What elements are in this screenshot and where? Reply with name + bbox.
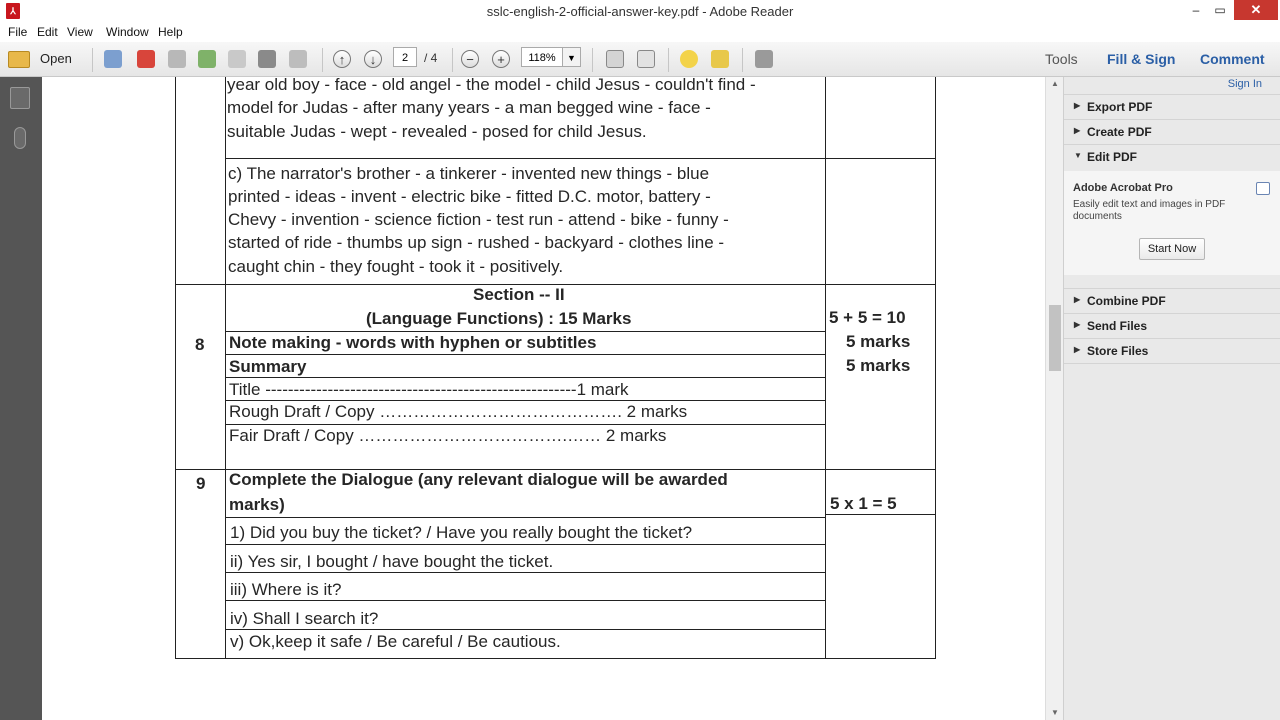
comment-tab[interactable]: Comment <box>1200 51 1265 67</box>
expand-arrow-icon: ▶ <box>1074 126 1081 135</box>
scroll-up-icon[interactable]: ▲ <box>1051 79 1059 88</box>
export-pdf-panel[interactable] <box>1064 94 1280 118</box>
panel-label: Create PDF <box>1087 125 1152 139</box>
previous-page-icon[interactable]: ↑ <box>333 50 351 68</box>
adobe-reader-icon: ⅄ <box>6 3 20 19</box>
expand-arrow-icon: ▶ <box>1074 320 1081 329</box>
combine-pdf-panel[interactable] <box>1064 288 1280 312</box>
edit-pdf-panel[interactable] <box>1064 144 1280 168</box>
store-files-panel[interactable] <box>1064 338 1280 362</box>
table-border <box>225 331 825 332</box>
document-viewer[interactable] <box>42 77 1045 720</box>
dialogue-marks: 5 x 1 = 5 <box>830 494 897 513</box>
dialogue-answer: ii) Yes sir, I bought / have bought the ticket. <box>230 552 554 571</box>
acrobat-icon <box>1256 182 1270 195</box>
summary-marks: 5 marks <box>846 356 911 375</box>
menu-view[interactable]: View <box>67 25 93 39</box>
answer-text-line: caught chin - they fought - took it - positively. <box>228 257 564 276</box>
export-pdf-icon[interactable] <box>137 50 155 68</box>
toolbar <box>0 42 1280 77</box>
pane-divider <box>1064 363 1280 364</box>
question-number: 8 <box>195 335 205 354</box>
toolbar-separator <box>742 48 743 72</box>
answer-text-line: suitable Judas - wept - revealed - posed for child Jesus. <box>227 122 647 141</box>
answer-text-line: year old boy - face - old angel - the model - child Jesus - couldn't find - <box>227 77 756 94</box>
table-border <box>225 517 825 518</box>
panel-label: Export PDF <box>1087 100 1153 114</box>
answer-text-line: Chevy - invention - science fiction - test run - attend - bike - funny - <box>228 210 729 229</box>
table-border <box>225 377 825 378</box>
folder-icon <box>8 51 30 68</box>
title-mark-line: Title -------------------------------------------------------1 mark <box>229 380 629 399</box>
vertical-scrollbar[interactable] <box>1045 77 1064 720</box>
answer-text-line: model for Judas - after many years - a man begged wine - face - <box>227 98 711 117</box>
dialogue-answer: v) Ok,keep it safe / Be careful / Be cautious. <box>230 632 561 651</box>
dialogue-answer: iii) Where is it? <box>230 580 342 599</box>
menu-edit[interactable]: Edit <box>37 25 58 39</box>
panel-label: Combine PDF <box>1087 294 1166 308</box>
acrobat-pro-heading: Adobe Acrobat Pro <box>1073 182 1173 194</box>
panel-label: Edit PDF <box>1087 150 1137 164</box>
toolbar-separator <box>322 48 323 72</box>
menu-file[interactable]: File <box>8 25 28 39</box>
table-border <box>225 424 825 425</box>
upload-icon[interactable] <box>198 50 216 68</box>
page-thumbnails-icon[interactable] <box>10 87 30 109</box>
fit-page-icon[interactable] <box>606 50 624 68</box>
minimize-button[interactable]: ‒ <box>1192 3 1200 17</box>
zoom-input[interactable]: 118% <box>521 47 563 67</box>
answer-text-line: c) The narrator's brother - a tinkerer - invented new things - blue <box>228 164 710 183</box>
zoom-dropdown-icon[interactable]: ▼ <box>563 47 581 67</box>
table-border <box>175 658 936 659</box>
restore-button[interactable]: ▭ <box>1214 3 1226 17</box>
dialogue-answer: iv) Shall I search it? <box>230 609 379 628</box>
tools-pane <box>1063 77 1280 720</box>
save-icon[interactable] <box>228 50 246 68</box>
fullscreen-icon[interactable] <box>755 50 773 68</box>
table-border <box>225 600 825 601</box>
toolbar-separator <box>92 48 93 72</box>
summary-heading: Summary <box>229 357 307 376</box>
scroll-thumb[interactable] <box>1049 305 1061 371</box>
panel-label: Store Files <box>1087 344 1149 358</box>
open-label: Open <box>40 51 72 66</box>
menu-window[interactable]: Window <box>106 25 149 39</box>
collapse-arrow-icon: ▼ <box>1074 151 1082 160</box>
close-button[interactable]: ✕ <box>1234 0 1278 20</box>
attachments-icon[interactable] <box>14 127 26 149</box>
question-number: 9 <box>196 474 206 493</box>
table-border <box>225 158 935 159</box>
dialogue-heading-cont: marks) <box>229 495 285 514</box>
table-border <box>225 354 825 355</box>
tools-tab[interactable]: Tools <box>1045 51 1078 67</box>
table-border <box>935 77 936 659</box>
page-number-input[interactable]: 2 <box>393 47 417 67</box>
answer-text-line: printed - ideas - invent - electric bike - fitted D.C. motor, battery - <box>228 187 711 206</box>
table-border <box>225 629 825 630</box>
answer-text-line: started of ride - thumbs up sign - rushed - backyard - clothes line - <box>228 233 725 252</box>
next-page-icon[interactable]: ↓ <box>364 50 382 68</box>
menu-bar <box>0 22 1280 42</box>
scroll-down-icon[interactable]: ▼ <box>1051 708 1059 717</box>
fit-width-icon[interactable] <box>637 50 655 68</box>
expand-arrow-icon: ▶ <box>1074 345 1081 354</box>
pdf-page <box>42 77 1045 720</box>
sticky-note-icon[interactable] <box>680 50 698 68</box>
table-border <box>225 572 825 573</box>
print-icon[interactable] <box>258 50 276 68</box>
dialogue-heading: Complete the Dialogue (any relevant dialogue will be awarded <box>229 470 728 489</box>
create-pdf-icon[interactable] <box>104 50 122 68</box>
dialogue-answer: 1) Did you buy the ticket? / Have you really bought the ticket? <box>230 523 693 542</box>
highlight-icon[interactable] <box>711 50 729 68</box>
toolbar-separator <box>452 48 453 72</box>
edit-pdf-icon[interactable] <box>168 50 186 68</box>
zoom-out-icon[interactable]: − <box>461 50 479 68</box>
menu-help[interactable]: Help <box>158 25 183 39</box>
toolbar-separator <box>668 48 669 72</box>
zoom-in-icon[interactable]: + <box>492 50 510 68</box>
edit-pdf-content <box>1064 171 1280 275</box>
section-title: Section -- II <box>473 285 565 304</box>
expand-arrow-icon: ▶ <box>1074 295 1081 304</box>
email-icon[interactable] <box>289 50 307 68</box>
section-subtitle: (Language Functions) : 15 Marks <box>366 309 632 328</box>
create-pdf-panel[interactable] <box>1064 119 1280 143</box>
left-navigation-pane <box>0 77 42 720</box>
expand-arrow-icon: ▶ <box>1074 101 1081 110</box>
section-marks: 5 + 5 = 10 <box>829 308 906 327</box>
fill-sign-tab[interactable]: Fill & Sign <box>1107 51 1176 67</box>
note-making-heading: Note making - words with hyphen or subtitles <box>229 333 597 352</box>
table-border <box>225 544 825 545</box>
table-border <box>225 400 825 401</box>
page-total: / 4 <box>424 51 438 65</box>
table-border <box>825 514 935 515</box>
fair-draft-line: Fair Draft / Copy ……………………………….…… 2 marks <box>229 426 667 445</box>
acrobat-pro-description: Easily edit text and images in PDF documents <box>1073 199 1226 222</box>
send-files-panel[interactable] <box>1064 313 1280 337</box>
title-bar <box>0 0 1280 22</box>
panel-label: Send Files <box>1087 319 1148 333</box>
start-now-button[interactable]: Start Now <box>1139 238 1205 260</box>
rough-draft-line: Rough Draft / Copy ……………………………………. 2 marks <box>229 402 688 421</box>
window-title: sslc-english-2-official-answer-key.pdf - Adobe Reader <box>486 4 794 19</box>
table-border <box>825 77 826 659</box>
table-border <box>175 77 176 659</box>
note-making-marks: 5 marks <box>846 332 911 351</box>
sign-in-link[interactable]: Sign In <box>1227 78 1262 90</box>
toolbar-separator <box>592 48 593 72</box>
